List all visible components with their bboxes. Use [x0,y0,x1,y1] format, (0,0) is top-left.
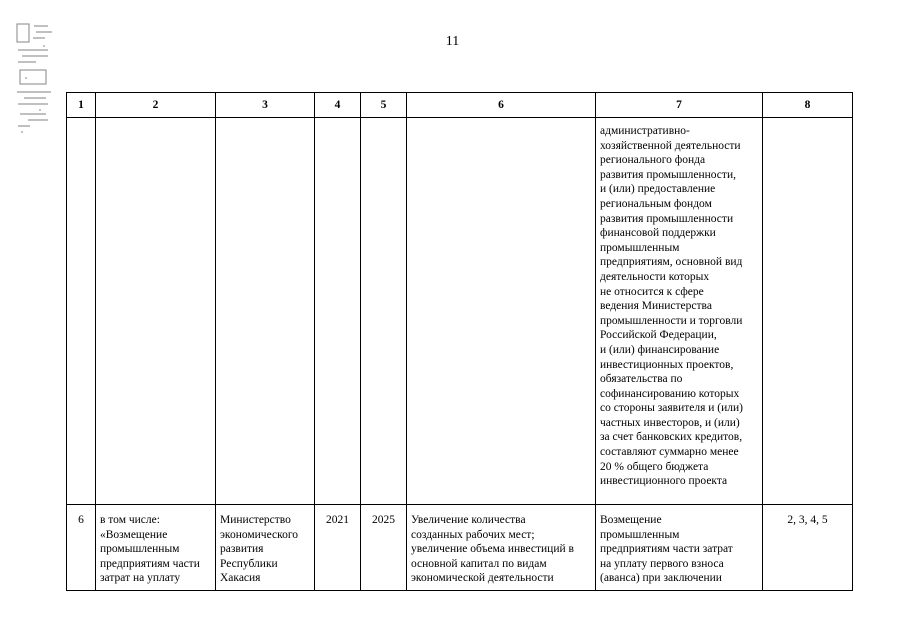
cell-empty [315,118,361,505]
header-cell-3: 3 [216,93,315,118]
header-cell-1: 1 [67,93,96,118]
cell-start-year: 2021 [315,505,361,591]
table-header-row [67,93,853,118]
cell-row-number: 6 [67,505,96,591]
cell-expected-result: Возмещение промышленным предприятиям части затрат на уплату первого взноса (аванса) при заключении [596,505,763,591]
cell-empty [216,118,315,505]
table-row-continued [67,118,853,505]
header-cell-5: 5 [361,93,407,118]
cell-related-indicators: 2, 3, 4, 5 [763,505,853,591]
header-cell-4: 4 [315,93,361,118]
document-table [66,92,853,591]
header-cell-2: 2 [96,93,216,118]
header-cell-8: 8 [763,93,853,118]
page-number: 11 [445,34,460,49]
cell-responsible-executor: Министерство экономического развития Республики Хакасия [216,505,315,591]
cell-measure-name: в том числе: «Возмещение промышленным предприятиям части затрат на уплату [96,505,216,591]
cell-end-year: 2025 [361,505,407,591]
cell-empty [407,118,596,505]
cell-empty [67,118,96,505]
cell-empty [763,118,853,505]
cell-target-indicator: Увеличение количества созданных рабочих мест; увеличение объема инвестиций в основной капитал по видам экономической деятельности [407,505,596,591]
cell-empty [96,118,216,505]
header-cell-6: 6 [407,93,596,118]
cell-expected-result-continued: административно- хозяйственной деятельности регионального фонда развития промышленности, и (или) предоставление региональным фондом развития промышленности финансовой поддержки промышленным предприятиям, основной вид деятельности которых не относится к сфере ведения Министерства промышленности и торговли Российской Федерации, и (или) финансирование инвестиционных проектов, обязательства по софинансированию которых со стороны заявителя и (или) частных инвесторов, и (или) за счет банковских кредитов, составляют суммарно менее 20 % общего бюджета инвестиционного проекта [596,118,763,505]
header-cell-7: 7 [596,93,763,118]
cell-empty [361,118,407,505]
table-row-6 [67,505,853,591]
